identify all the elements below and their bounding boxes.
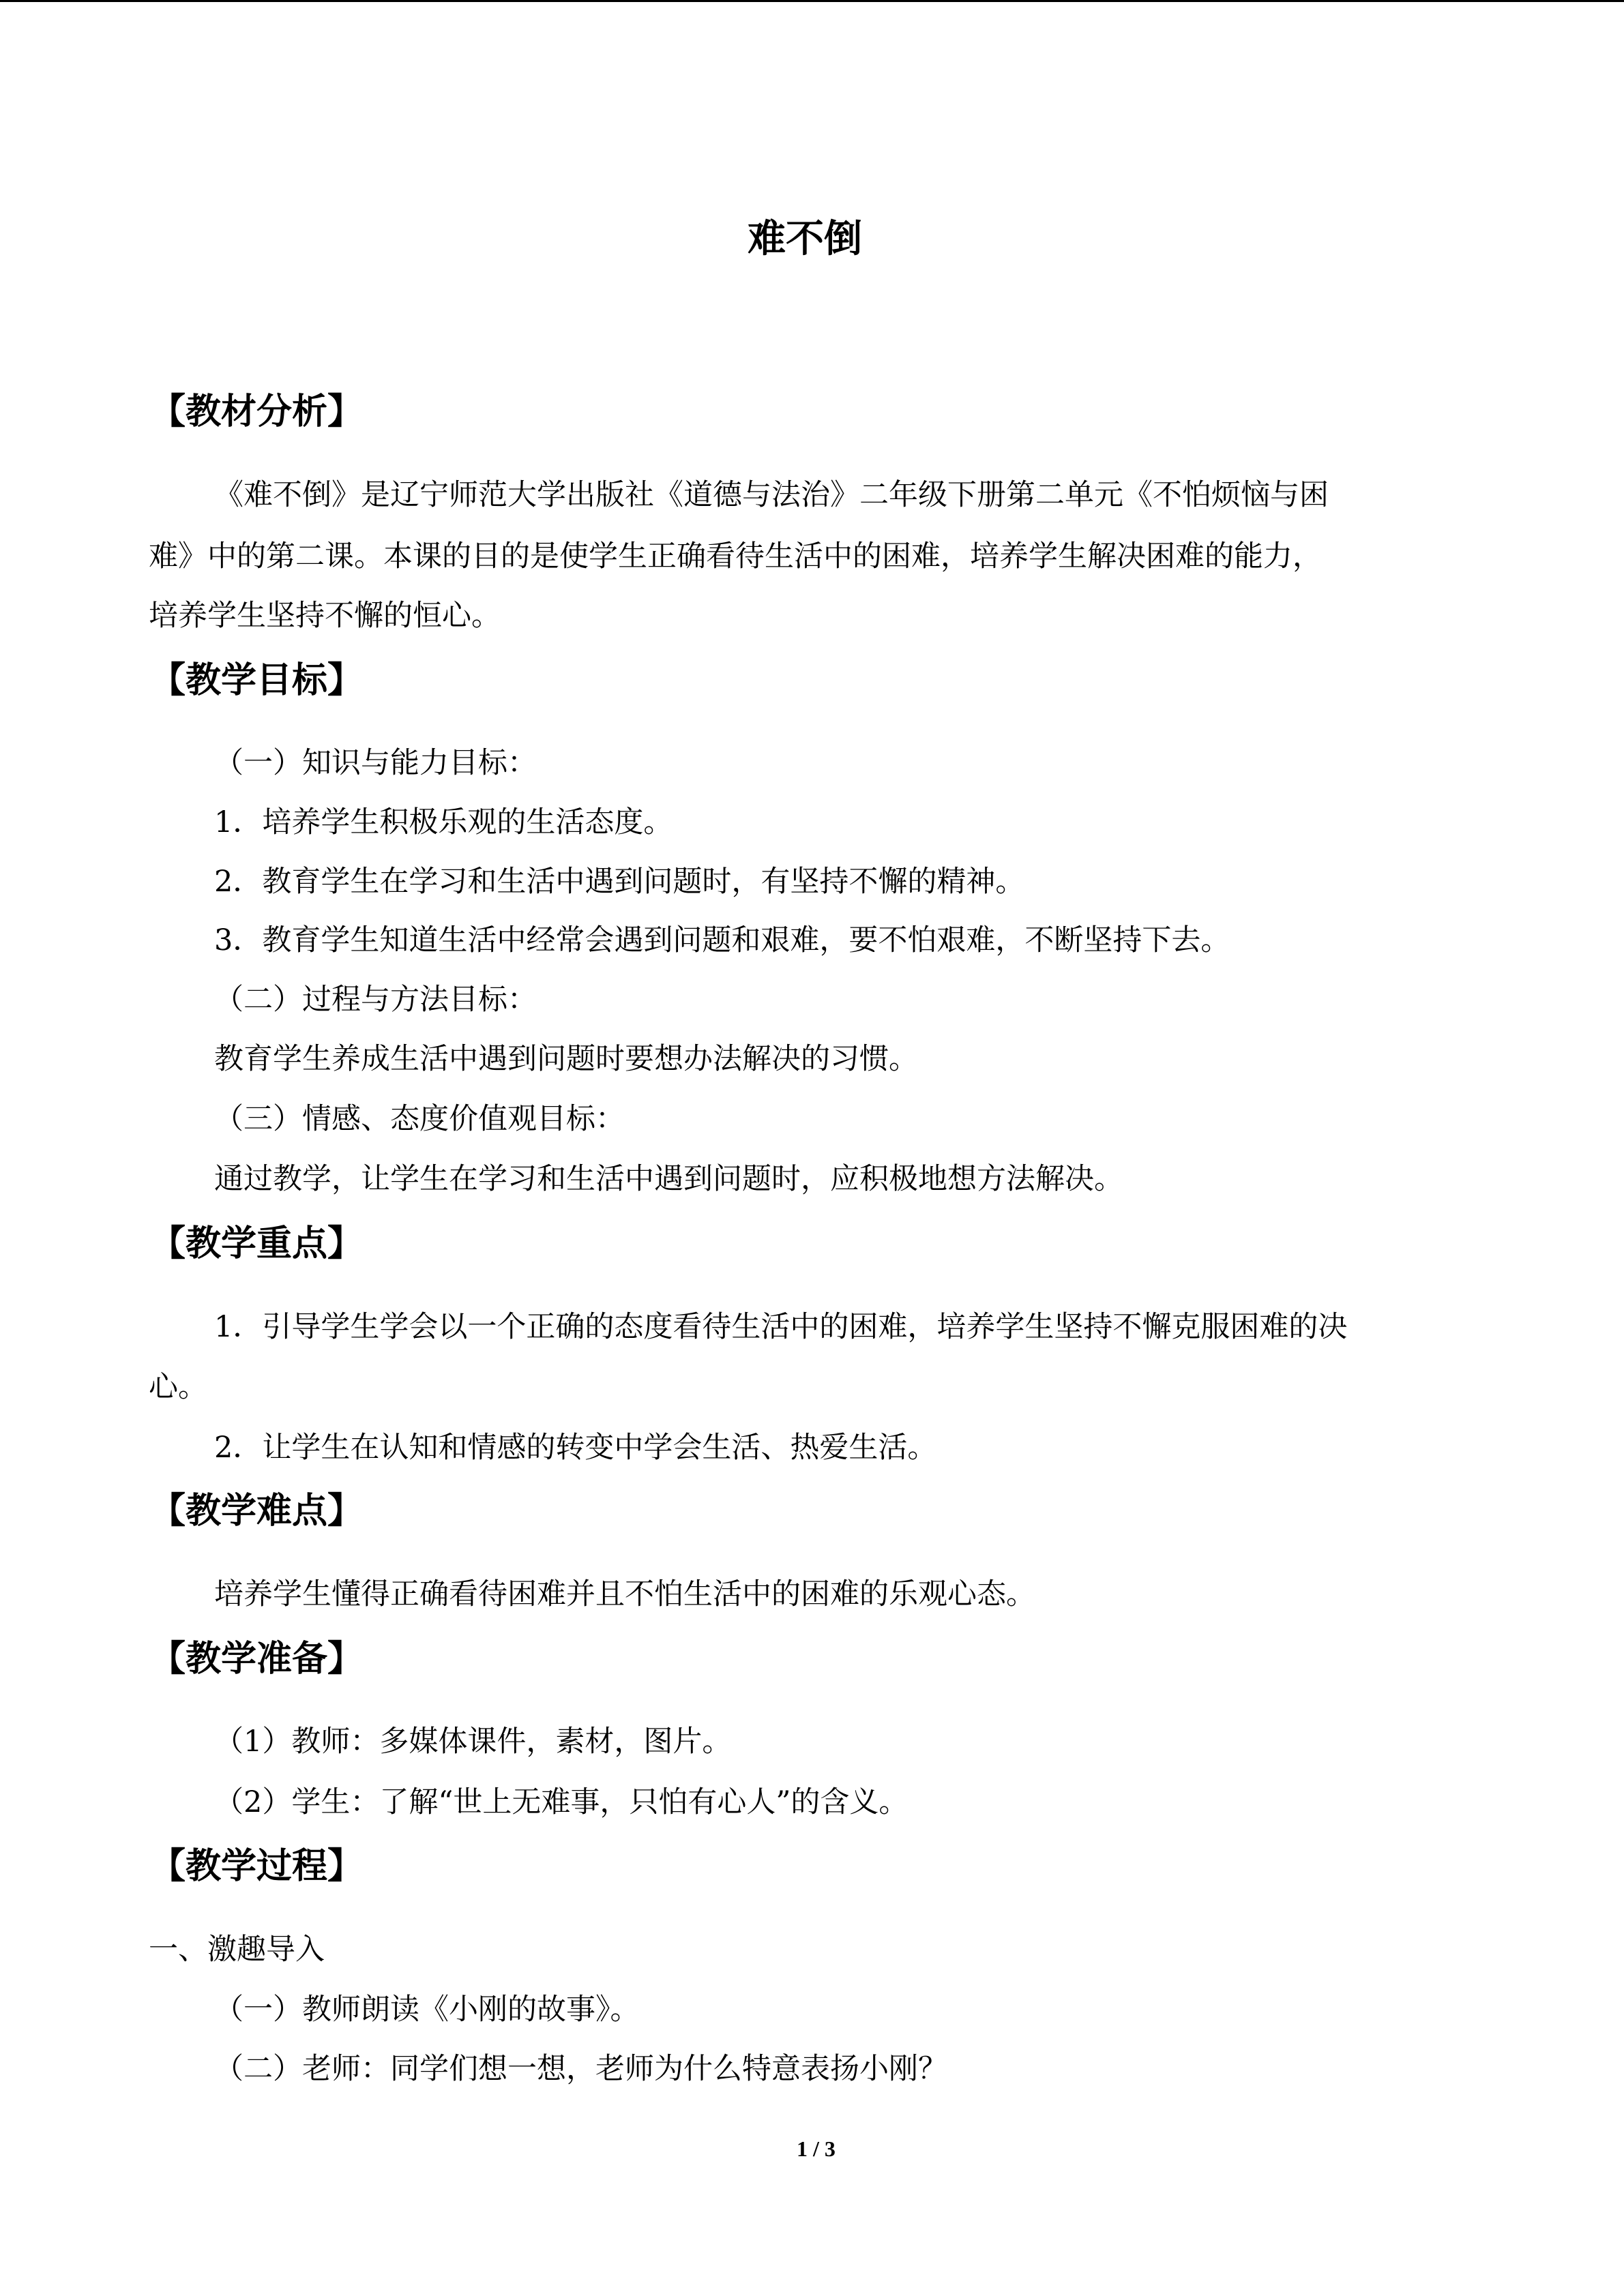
difficulties-line-1: 培养学生懂得正确看待困难并且不怕生活中的困难的乐观心态。 [214, 1577, 1035, 1611]
heading-goals: 【教学目标】 [150, 660, 364, 701]
goals-line-2: 1．培养学生积极乐观的生活态度。 [214, 805, 673, 839]
analysis-line-3: 培养学生坚持不懈的恒心。 [149, 599, 501, 633]
heading-analysis: 【教材分析】 [150, 391, 364, 432]
goals-line-4: 3．教育学生知道生活中经常会遇到问题和艰难，要不怕艰难，不断坚持下去。 [214, 923, 1230, 957]
goals-line-7: （三）情感、态度价值观目标： [214, 1102, 625, 1136]
analysis-line-1: 《难不倒》是辽宁师范大学出版社《道德与法治》二年级下册第二单元《不怕烦恼与困 [214, 478, 1329, 512]
goals-line-8: 通过教学，让学生在学习和生活中遇到问题时，应积极地想方法解决。 [214, 1162, 1123, 1196]
process-line-3: （二）老师：同学们想一想，老师为什么特意表扬小刚？ [214, 2052, 947, 2086]
preparation-line-2: （2）学生：了解“世上无难事，只怕有心人”的含义。 [214, 1785, 909, 1819]
goals-line-5: （二）过程与方法目标： [214, 983, 537, 1017]
heading-preparation: 【教学准备】 [150, 1639, 364, 1680]
heading-key-points: 【教学重点】 [150, 1223, 364, 1264]
goals-line-6: 教育学生养成生活中遇到问题时要想办法解决的习惯。 [214, 1042, 918, 1076]
heading-process: 【教学过程】 [150, 1846, 364, 1887]
key-points-line-3: 2．让学生在认知和情感的转变中学会生活、热爱生活。 [214, 1431, 937, 1465]
analysis-line-2: 难》中的第二课。本课的目的是使学生正确看待生活中的困难，培养学生解决困难的能力， [149, 539, 1322, 573]
page-title: 难不倒 [748, 217, 862, 261]
preparation-line-1: （1）教师：多媒体课件，素材，图片。 [214, 1725, 732, 1759]
key-points-line-2: 心。 [149, 1370, 207, 1404]
heading-difficulties: 【教学难点】 [150, 1491, 364, 1532]
key-points-line-1: 1．引导学生学会以一个正确的态度看待生活中的困难，培养学生坚持不懈克服困难的决 [214, 1310, 1348, 1344]
goals-line-3: 2．教育学生在学习和生活中遇到问题时，有坚持不懈的精神。 [214, 865, 1025, 899]
process-line-2: （一）教师朗读《小刚的故事》。 [214, 1993, 640, 2027]
goals-line-1: （一）知识与能力目标： [214, 746, 537, 780]
process-line-1: 一、激趣导入 [149, 1933, 325, 1967]
top-border-line [0, 0, 1624, 2]
page-number: 1 / 3 [797, 2136, 836, 2161]
